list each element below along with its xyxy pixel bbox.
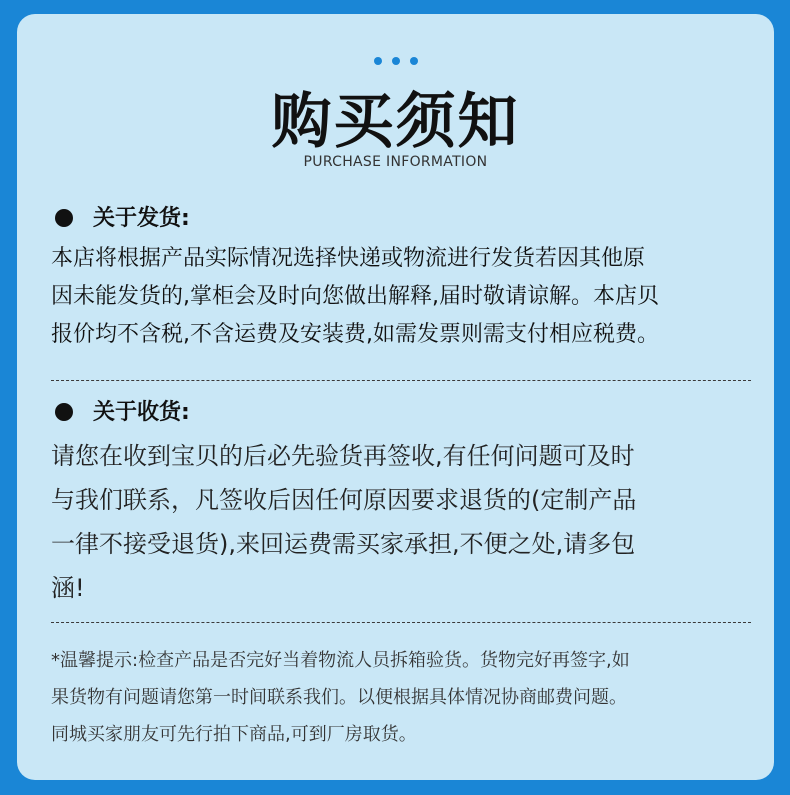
section-heading xyxy=(51,204,751,234)
divider xyxy=(51,622,751,623)
text-line: 本店将根据产品实际情况选择快递或物流进行发货若因其他原 xyxy=(51,246,646,271)
shipping-section xyxy=(51,204,751,354)
info-card xyxy=(17,14,774,780)
shipping-body xyxy=(51,240,751,354)
text-line: 涵! xyxy=(51,574,85,602)
shipping-heading: 关于发货: xyxy=(93,206,190,231)
receiving-body xyxy=(51,434,751,610)
receiving-heading: 关于收货: xyxy=(93,400,190,425)
warm-tip-note xyxy=(51,642,756,753)
page-subtitle: PURCHASE INFORMATION xyxy=(303,154,488,170)
page-title: 购买须知 xyxy=(271,87,520,157)
receiving-section xyxy=(51,398,751,610)
dot-icon xyxy=(374,57,382,65)
text-line: 与我们联系，凡签收后因任何原因要求退货的(定制产品 xyxy=(51,486,637,514)
text-line: 报价均不含税,不含运费及安装费,如需发票则需支付相应税费。 xyxy=(51,322,659,347)
section-heading xyxy=(51,398,751,428)
text-line: 因未能发货的,掌柜会及时向您做出解释,届时敬请谅解。本店贝 xyxy=(51,284,659,309)
note-line: *温馨提示:检查产品是否完好当着物流人员拆箱验货。货物完好再签字,如 xyxy=(51,650,630,671)
dot-icon xyxy=(392,57,400,65)
note-line: 同城买家朋友可先行拍下商品,可到厂房取货。 xyxy=(51,724,417,745)
note-line: 果货物有问题请您第一时间联系我们。以便根据具体情况协商邮费问题。 xyxy=(51,687,627,708)
text-line: 一律不接受退货),来回运费需买家承担,不便之处,请多包 xyxy=(51,530,636,558)
text-line: 请您在收到宝贝的后必先验货再签收,有任何问题可及时 xyxy=(51,442,635,470)
bullet-icon xyxy=(55,403,73,421)
decorative-dots xyxy=(17,50,774,69)
divider xyxy=(51,380,751,381)
bullet-icon xyxy=(55,209,73,227)
dot-icon xyxy=(410,57,418,65)
